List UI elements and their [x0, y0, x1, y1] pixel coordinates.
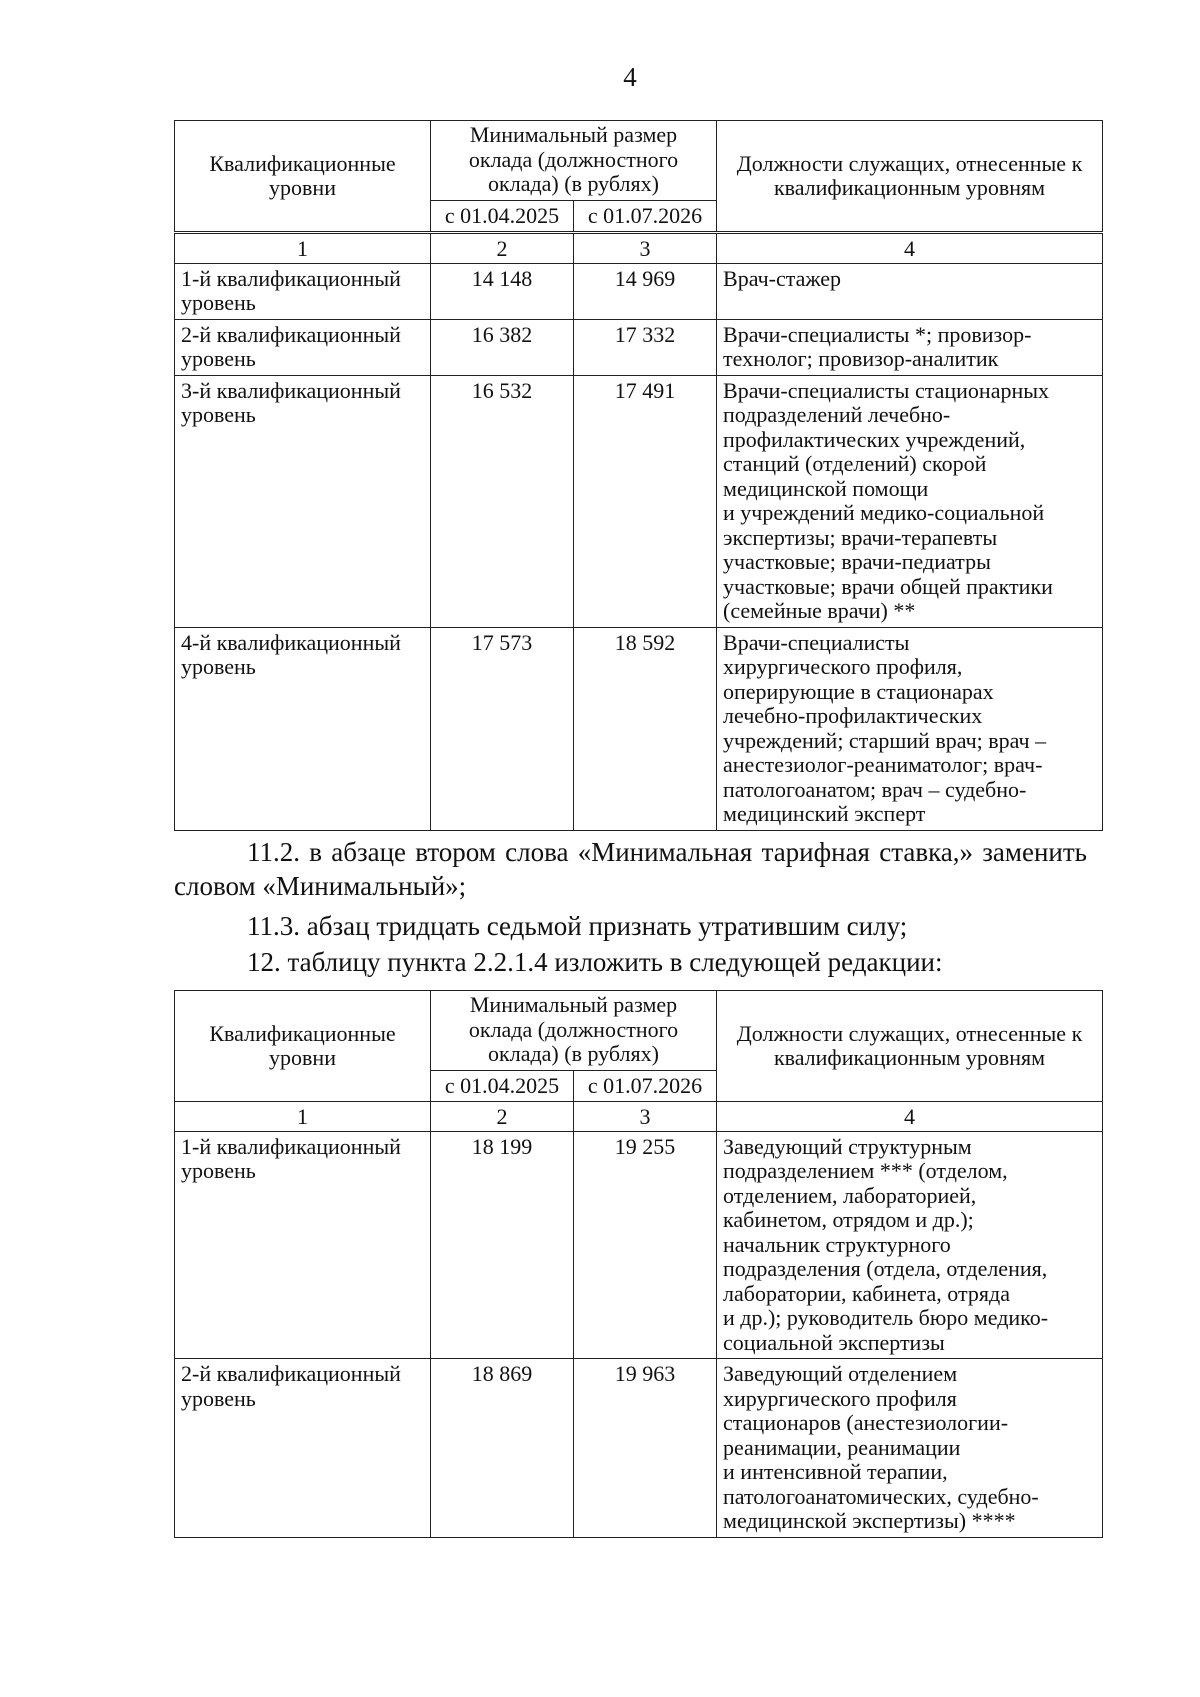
level-cell: 3-й квалификационный уровень: [175, 375, 431, 627]
salary-2026-cell: 17 332: [574, 319, 717, 375]
column-number: 2: [431, 1102, 574, 1132]
level-cell: 4-й квалификационный уровень: [175, 627, 431, 830]
header-posts: Должности служащих, отнесенные к квалификационным уровням: [717, 991, 1103, 1102]
header-levels: Квалификационные уровни: [175, 991, 431, 1102]
salary-2025-cell: 17 573: [431, 627, 574, 830]
salary-2025-cell: 16 532: [431, 375, 574, 627]
salary-2026-cell: 18 592: [574, 627, 717, 830]
header-salary: Минимальный размер оклада (должностного оклада) (в рублях): [431, 121, 717, 201]
posts-cell: Врачи-специалисты стационарных подразделений лечебно- профилактических учреждений, станций (отделений) скорой медицинской помощи и учреждений медико-социальной экспертизы; врачи-терапевты участковые; врачи-педиатры участковые; врачи общей практики (семейные врачи) **: [717, 375, 1103, 627]
column-number: 4: [717, 233, 1103, 264]
header-salary: Минимальный размер оклада (должностного оклада) (в рублях): [431, 991, 717, 1071]
posts-cell: Заведующий отделением хирургического профиля стационаров (анестезиологии- реанимации, реанимации и интенсивной терапии, патологоанатомических, судебно- медицинской экспертизы) ****: [717, 1359, 1103, 1538]
salary-2025-cell: 18 199: [431, 1131, 574, 1359]
column-number: 3: [574, 1102, 717, 1132]
header-date-2: с 01.07.2026: [574, 200, 717, 233]
salary-2025-cell: 16 382: [431, 319, 574, 375]
table-row: [175, 375, 1103, 627]
column-number: 2: [431, 233, 574, 264]
level-cell: 2-й квалификационный уровень: [175, 1359, 431, 1538]
salary-2025-cell: 18 869: [431, 1359, 574, 1538]
posts-cell: Врач-стажер: [717, 263, 1103, 319]
column-number: 4: [717, 1102, 1103, 1132]
paragraph-11-2: 11.2. в абзаце втором слова «Минимальная тарифная ставка,» заменить словом «Минимальный»;: [174, 837, 1087, 901]
table-row: [175, 319, 1103, 375]
qualification-table-1: [174, 120, 1103, 831]
salary-2026-cell: 17 491: [574, 375, 717, 627]
level-cell: 2-й квалификационный уровень: [175, 319, 431, 375]
header-levels: Квалификационные уровни: [175, 121, 431, 233]
table-row: [175, 1131, 1103, 1359]
header-posts: Должности служащих, отнесенные к квалификационным уровням: [717, 121, 1103, 233]
salary-2026-cell: 19 255: [574, 1131, 717, 1359]
column-number: 3: [574, 233, 717, 264]
salary-2026-cell: 19 963: [574, 1359, 717, 1538]
table-row: [175, 1359, 1103, 1538]
header-date-2: с 01.07.2026: [574, 1070, 717, 1102]
level-cell: 1-й квалификационный уровень: [175, 263, 431, 319]
page-number: 4: [623, 62, 637, 92]
header-date-1: с 01.04.2025: [431, 200, 574, 233]
paragraph-12: 12. таблицу пункта 2.2.1.4 изложить в следующей редакции:: [247, 947, 943, 977]
posts-cell: Врачи-специалисты *; провизор- технолог; провизор-аналитик: [717, 319, 1103, 375]
posts-cell: Заведующий структурным подразделением *** (отделом, отделением, лабораторией, кабинетом, отрядом и др.); начальник структурного подразделения (отдела, отделения, лаборатории, кабинета, отряда и др.); руководитель бюро медико- социальной экспертизы: [717, 1131, 1103, 1359]
column-number: 1: [175, 1102, 431, 1132]
paragraph-11-3: 11.3. абзац тридцать седьмой признать утратившим силу;: [247, 911, 908, 941]
salary-2026-cell: 14 969: [574, 263, 717, 319]
salary-2025-cell: 14 148: [431, 263, 574, 319]
header-date-1: с 01.04.2025: [431, 1070, 574, 1102]
qualification-table-2: [174, 990, 1103, 1538]
table-row: [175, 627, 1103, 830]
table-row: [175, 263, 1103, 319]
column-number: 1: [175, 233, 431, 264]
level-cell: 1-й квалификационный уровень: [175, 1131, 431, 1359]
posts-cell: Врачи-специалисты хирургического профиля, оперирующие в стационарах лечебно-профилактических учреждений; старший врач; врач – анестезиолог-реаниматолог; врач- патологоанатом; врач – судебно- медицинский эксперт: [717, 627, 1103, 830]
